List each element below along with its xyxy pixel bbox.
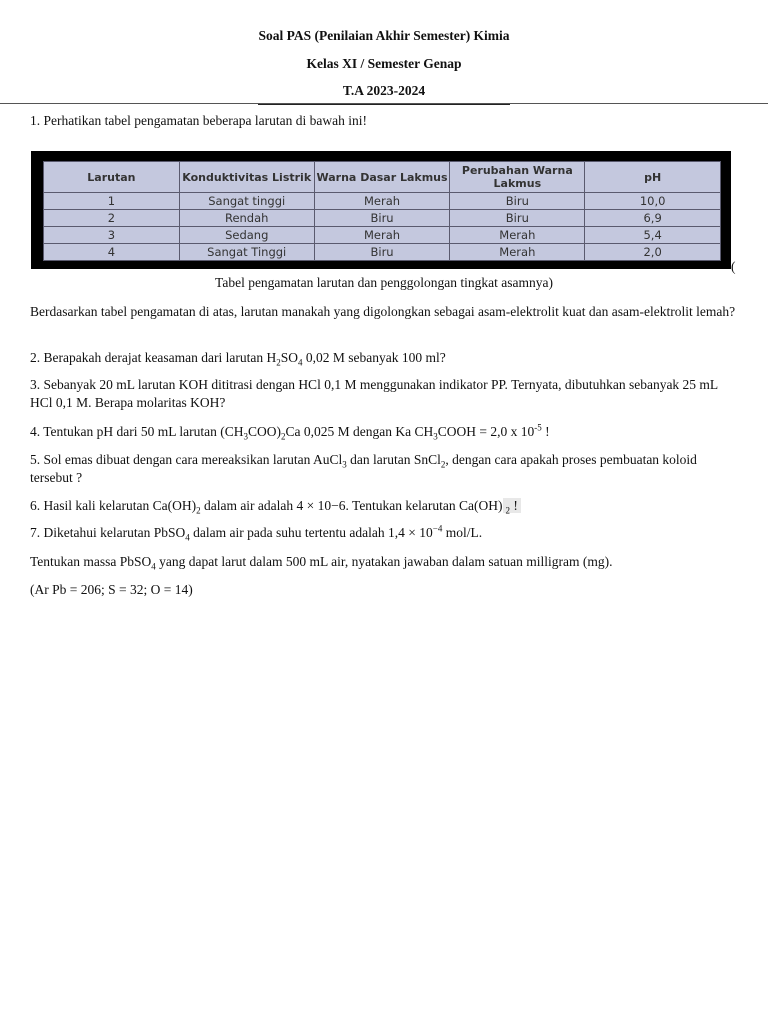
q4-text-c: Ca 0,025 M dengan Ka CH xyxy=(285,424,434,439)
q7-exponent: −4 xyxy=(432,523,443,534)
mass-sub-1: 4 xyxy=(151,561,156,572)
question-4 xyxy=(30,423,736,441)
header-larutan: Larutan xyxy=(44,162,180,193)
table-row xyxy=(44,244,721,261)
cell-konduktivitas: Rendah xyxy=(179,210,314,227)
q6-highlight xyxy=(503,498,521,516)
mass-text-b: yang dapat larut dalam 500 mL air, nyatakan jawaban dalam satuan milligram (mg). xyxy=(155,554,613,569)
cell-warna-dasar: Merah xyxy=(314,193,450,210)
q4-exponent: -5 xyxy=(534,422,542,433)
header-divider-accent xyxy=(258,104,510,105)
cell-ph: 10,0 xyxy=(585,193,721,210)
q6-text-b: dalam air adalah 4 × 10−6. Tentukan kelarutan Ca(OH) xyxy=(200,498,503,513)
question-7-prompt xyxy=(30,553,736,571)
header-konduktivitas: Konduktivitas Listrik xyxy=(179,162,314,193)
q5-text-a: 5. Sol emas dibuat dengan cara mereaksikan larutan AuCl xyxy=(30,452,343,467)
table-row xyxy=(44,210,721,227)
document-title: Soal PAS (Penilaian Akhir Semester) Kimia xyxy=(258,28,510,43)
q7-text-a: 7. Diketahui kelarutan PbSO xyxy=(30,525,186,540)
cell-warna-dasar: Merah xyxy=(314,227,450,244)
q6-text-a: 6. Hasil kali kelarutan Ca(OH) xyxy=(30,498,197,513)
q4-text-d: COOH = 2,0 x 10 xyxy=(437,424,535,439)
q2-text-c: 0,02 M sebanyak 100 ml? xyxy=(302,350,446,365)
q4-sub-1: 3 xyxy=(243,431,249,442)
cell-perubahan-warna: Merah xyxy=(450,227,585,244)
cell-ph: 5,4 xyxy=(585,227,721,244)
caption-open-paren: ( xyxy=(731,259,736,274)
cell-larutan: 1 xyxy=(44,193,180,210)
q2-sub-2: 4 xyxy=(298,357,303,368)
cell-konduktivitas: Sangat tinggi xyxy=(179,193,314,210)
cell-larutan: 4 xyxy=(44,244,180,261)
q4-text-b: COO) xyxy=(248,424,282,439)
question-1-prompt: Berdasarkan tabel pengamatan di atas, larutan manakah yang digolongkan sebagai asam-elektrolit kuat dan asam-elektrolit lemah? xyxy=(30,304,736,319)
header-ph: pH xyxy=(585,162,721,193)
observation-table xyxy=(43,161,721,261)
q4-sub-2: 2 xyxy=(281,431,286,442)
cell-warna-dasar: Biru xyxy=(314,244,450,261)
q6-text-c: ! xyxy=(510,498,518,513)
q6-sub-1: 2 xyxy=(196,505,201,516)
cell-perubahan-warna: Biru xyxy=(450,193,585,210)
question-7 xyxy=(30,524,736,542)
cell-perubahan-warna: Merah xyxy=(450,244,585,261)
cell-ph: 6,9 xyxy=(585,210,721,227)
mass-text-a: Tentukan massa PbSO xyxy=(30,554,152,569)
q2-text-b: SO xyxy=(280,350,299,365)
cell-larutan: 3 xyxy=(44,227,180,244)
question-1: 1. Perhatikan tabel pengamatan beberapa larutan di bawah ini! xyxy=(30,113,367,128)
q5-text-b: dan larutan SnCl xyxy=(346,452,441,467)
table-row xyxy=(44,193,721,210)
class-semester: Kelas XI / Semester Genap xyxy=(306,56,462,71)
q6-sub-2: 2 xyxy=(505,505,511,516)
question-5 xyxy=(30,451,736,487)
cell-konduktivitas: Sangat Tinggi xyxy=(179,244,314,261)
q7-text-c: mol/L. xyxy=(442,525,483,540)
header-warna-dasar: Warna Dasar Lakmus xyxy=(314,162,450,193)
q7-sub-1: 4 xyxy=(185,532,190,543)
table-caption: Tabel pengamatan larutan dan penggolongan tingkat asamnya) xyxy=(215,275,553,290)
q2-sub-1: 2 xyxy=(276,357,281,368)
question-2 xyxy=(30,349,736,367)
academic-year: T.A 2023-2024 xyxy=(342,83,426,98)
cell-warna-dasar: Biru xyxy=(314,210,450,227)
q4-sub-3: 3 xyxy=(433,431,438,442)
cell-perubahan-warna: Biru xyxy=(450,210,585,227)
cell-ph: 2,0 xyxy=(585,244,721,261)
cell-larutan: 2 xyxy=(44,210,180,227)
question-3: 3. Sebanyak 20 mL larutan KOH dititrasi dengan HCl 0,1 M menggunakan indikator PP. Ternyata, dibutuhkan sebanyak 25 mL HCl 0,1 M. Berapa molaritas KOH? xyxy=(30,377,718,410)
q7-text-b: dalam air pada suhu tertentu adalah 1,4 × 10 xyxy=(189,525,433,540)
question-6 xyxy=(30,497,736,515)
atomic-mass-note: (Ar Pb = 206; S = 32; O = 14) xyxy=(30,582,193,597)
q4-text-e: ! xyxy=(541,424,550,439)
q5-text-c: , dengan cara apakah proses pembuatan koloid tersebut ? xyxy=(30,452,697,485)
observation-table-image xyxy=(31,151,731,269)
header-perubahan-warna: Perubahan Warna Lakmus xyxy=(450,162,585,193)
cell-konduktivitas: Sedang xyxy=(179,227,314,244)
table-header-row xyxy=(44,162,721,193)
q4-text-a: 4. Tentukan pH dari 50 mL larutan (CH xyxy=(30,424,244,439)
q5-sub-2: 2 xyxy=(440,459,446,470)
q2-text-a: 2. Berapakah derajat keasaman dari larutan H xyxy=(30,350,277,365)
q5-sub-1: 3 xyxy=(342,459,347,470)
table-row xyxy=(44,227,721,244)
